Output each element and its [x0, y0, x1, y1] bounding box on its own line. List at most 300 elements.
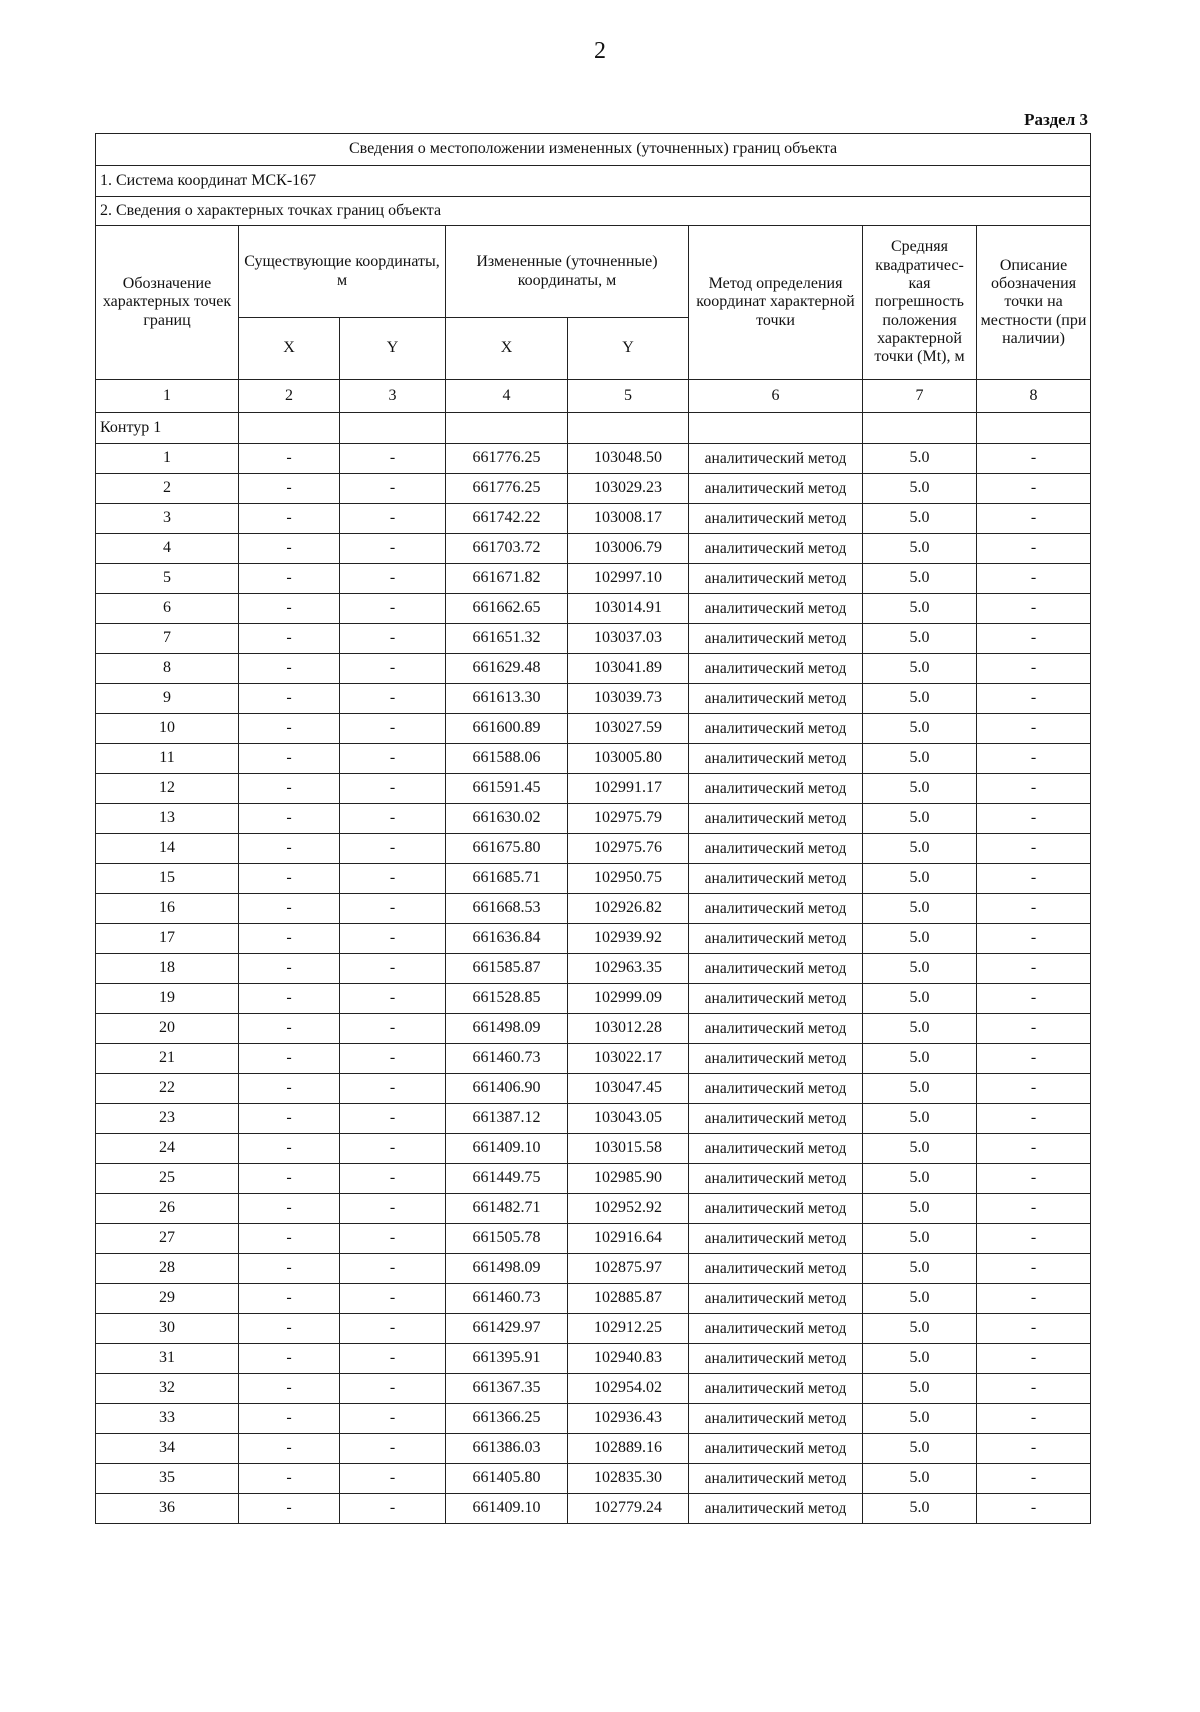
method: аналитический метод [689, 534, 863, 564]
existing-x: - [239, 444, 340, 474]
changed-y: 103048.50 [568, 444, 689, 474]
table-row [96, 1044, 1091, 1074]
existing-x: - [239, 1074, 340, 1104]
column-number: 3 [340, 380, 446, 413]
existing-x: - [239, 534, 340, 564]
method: аналитический метод [689, 954, 863, 984]
method: аналитический метод [689, 1074, 863, 1104]
point-number: 10 [96, 714, 239, 744]
point-description: - [977, 1014, 1091, 1044]
changed-x: 661662.65 [446, 594, 568, 624]
changed-y: 103015.58 [568, 1134, 689, 1164]
existing-x: - [239, 804, 340, 834]
point-number: 18 [96, 954, 239, 984]
table-row [96, 864, 1091, 894]
point-number: 12 [96, 774, 239, 804]
table-row [96, 1494, 1091, 1524]
changed-x: 661600.89 [446, 714, 568, 744]
point-description: - [977, 1464, 1091, 1494]
method: аналитический метод [689, 594, 863, 624]
changed-y: 103047.45 [568, 1074, 689, 1104]
changed-y: 102889.16 [568, 1434, 689, 1464]
existing-y: - [340, 864, 446, 894]
existing-y: - [340, 624, 446, 654]
existing-y: - [340, 834, 446, 864]
changed-y: 102954.02 [568, 1374, 689, 1404]
mean-error: 5.0 [863, 1404, 977, 1434]
point-description: - [977, 1254, 1091, 1284]
existing-x: - [239, 1014, 340, 1044]
method: аналитический метод [689, 654, 863, 684]
mean-error: 5.0 [863, 834, 977, 864]
method: аналитический метод [689, 474, 863, 504]
method: аналитический метод [689, 1254, 863, 1284]
header-error: Средняя квадратичес-кая погрешность положения характерной точки (Mt), м [863, 226, 977, 380]
column-number: 7 [863, 380, 977, 413]
method: аналитический метод [689, 984, 863, 1014]
table-row [96, 1314, 1091, 1344]
point-description: - [977, 984, 1091, 1014]
mean-error: 5.0 [863, 1464, 977, 1494]
point-description: - [977, 474, 1091, 504]
changed-x: 661409.10 [446, 1134, 568, 1164]
changed-y: 102952.92 [568, 1194, 689, 1224]
mean-error: 5.0 [863, 594, 977, 624]
table-row [96, 774, 1091, 804]
changed-y: 103041.89 [568, 654, 689, 684]
table-row [96, 954, 1091, 984]
changed-x: 661498.09 [446, 1254, 568, 1284]
point-description: - [977, 1044, 1091, 1074]
changed-x: 661406.90 [446, 1074, 568, 1104]
existing-x: - [239, 624, 340, 654]
mean-error: 5.0 [863, 564, 977, 594]
changed-x: 661685.71 [446, 864, 568, 894]
contour-label: Контур 1 [96, 413, 239, 444]
method: аналитический метод [689, 894, 863, 924]
method: аналитический метод [689, 804, 863, 834]
table-row [96, 654, 1091, 684]
table-row [96, 714, 1091, 744]
table-row [96, 1254, 1091, 1284]
method: аналитический метод [689, 924, 863, 954]
header-changed-x: X [446, 318, 568, 380]
table-row [96, 1464, 1091, 1494]
mean-error: 5.0 [863, 1374, 977, 1404]
changed-y: 102950.75 [568, 864, 689, 894]
method: аналитический метод [689, 624, 863, 654]
mean-error: 5.0 [863, 1044, 977, 1074]
changed-x: 661405.80 [446, 1464, 568, 1494]
changed-x: 661636.84 [446, 924, 568, 954]
changed-x: 661367.35 [446, 1374, 568, 1404]
changed-x: 661395.91 [446, 1344, 568, 1374]
changed-y: 103008.17 [568, 504, 689, 534]
changed-x: 661703.72 [446, 534, 568, 564]
header-existing-x: X [239, 318, 340, 380]
point-number: 23 [96, 1104, 239, 1134]
existing-x: - [239, 1374, 340, 1404]
point-number: 2 [96, 474, 239, 504]
method: аналитический метод [689, 444, 863, 474]
point-number: 30 [96, 1314, 239, 1344]
mean-error: 5.0 [863, 504, 977, 534]
point-description: - [977, 744, 1091, 774]
point-number: 15 [96, 864, 239, 894]
existing-y: - [340, 1314, 446, 1344]
mean-error: 5.0 [863, 474, 977, 504]
existing-y: - [340, 774, 446, 804]
method: аналитический метод [689, 864, 863, 894]
existing-y: - [340, 1044, 446, 1074]
changed-y: 103029.23 [568, 474, 689, 504]
changed-y: 102985.90 [568, 1164, 689, 1194]
mean-error: 5.0 [863, 1254, 977, 1284]
existing-x: - [239, 474, 340, 504]
table-row [96, 744, 1091, 774]
method: аналитический метод [689, 834, 863, 864]
table-row [96, 804, 1091, 834]
mean-error: 5.0 [863, 984, 977, 1014]
existing-x: - [239, 834, 340, 864]
point-number: 24 [96, 1134, 239, 1164]
changed-x: 661386.03 [446, 1434, 568, 1464]
existing-y: - [340, 684, 446, 714]
point-number: 20 [96, 1014, 239, 1044]
mean-error: 5.0 [863, 654, 977, 684]
changed-x: 661460.73 [446, 1284, 568, 1314]
point-number: 4 [96, 534, 239, 564]
point-number: 19 [96, 984, 239, 1014]
method: аналитический метод [689, 504, 863, 534]
method: аналитический метод [689, 1104, 863, 1134]
table-row [96, 1194, 1091, 1224]
existing-y: - [340, 1014, 446, 1044]
existing-y: - [340, 1494, 446, 1524]
point-number: 25 [96, 1164, 239, 1194]
changed-x: 661498.09 [446, 1014, 568, 1044]
point-description: - [977, 834, 1091, 864]
changed-x: 661742.22 [446, 504, 568, 534]
changed-y: 102835.30 [568, 1464, 689, 1494]
changed-x: 661668.53 [446, 894, 568, 924]
table-row [96, 1224, 1091, 1254]
point-description: - [977, 1434, 1091, 1464]
method: аналитический метод [689, 1284, 863, 1314]
point-number: 34 [96, 1434, 239, 1464]
method: аналитический метод [689, 1194, 863, 1224]
mean-error: 5.0 [863, 444, 977, 474]
existing-x: - [239, 1284, 340, 1314]
table-row [96, 444, 1091, 474]
changed-y: 102912.25 [568, 1314, 689, 1344]
point-number: 17 [96, 924, 239, 954]
existing-y: - [340, 1194, 446, 1224]
header-changed-y: Y [568, 318, 689, 380]
point-description: - [977, 1344, 1091, 1374]
header-changed: Измененные (уточненные) координаты, м [446, 226, 689, 318]
changed-x: 661387.12 [446, 1104, 568, 1134]
mean-error: 5.0 [863, 1134, 977, 1164]
changed-y: 102963.35 [568, 954, 689, 984]
existing-x: - [239, 1104, 340, 1134]
point-description: - [977, 504, 1091, 534]
existing-y: - [340, 1374, 446, 1404]
existing-y: - [340, 474, 446, 504]
point-number: 29 [96, 1284, 239, 1314]
mean-error: 5.0 [863, 744, 977, 774]
changed-x: 661651.32 [446, 624, 568, 654]
changed-y: 103005.80 [568, 744, 689, 774]
existing-y: - [340, 804, 446, 834]
changed-y: 102875.97 [568, 1254, 689, 1284]
changed-y: 102936.43 [568, 1404, 689, 1434]
method: аналитический метод [689, 774, 863, 804]
point-description: - [977, 1224, 1091, 1254]
point-description: - [977, 774, 1091, 804]
point-number: 26 [96, 1194, 239, 1224]
changed-x: 661776.25 [446, 444, 568, 474]
mean-error: 5.0 [863, 1344, 977, 1374]
method: аналитический метод [689, 744, 863, 774]
changed-x: 661776.25 [446, 474, 568, 504]
column-number: 6 [689, 380, 863, 413]
method: аналитический метод [689, 1224, 863, 1254]
existing-x: - [239, 984, 340, 1014]
table-row [96, 1404, 1091, 1434]
table-row [96, 684, 1091, 714]
mean-error: 5.0 [863, 924, 977, 954]
method: аналитический метод [689, 1344, 863, 1374]
changed-x: 661449.75 [446, 1164, 568, 1194]
point-description: - [977, 1164, 1091, 1194]
existing-x: - [239, 504, 340, 534]
column-numbers-row [96, 380, 1091, 413]
point-description: - [977, 444, 1091, 474]
mean-error: 5.0 [863, 954, 977, 984]
point-number: 21 [96, 1044, 239, 1074]
existing-x: - [239, 864, 340, 894]
changed-x: 661366.25 [446, 1404, 568, 1434]
changed-y: 102885.87 [568, 1284, 689, 1314]
changed-x: 661528.85 [446, 984, 568, 1014]
existing-y: - [340, 1284, 446, 1314]
existing-y: - [340, 954, 446, 984]
point-description: - [977, 594, 1091, 624]
changed-y: 102926.82 [568, 894, 689, 924]
point-number: 27 [96, 1224, 239, 1254]
point-number: 28 [96, 1254, 239, 1284]
point-description: - [977, 924, 1091, 954]
table-row [96, 1134, 1091, 1164]
existing-x: - [239, 1194, 340, 1224]
table-row [96, 474, 1091, 504]
changed-x: 661505.78 [446, 1224, 568, 1254]
existing-x: - [239, 654, 340, 684]
changed-y: 102939.92 [568, 924, 689, 954]
header-designation: Обозначение характерных точек границ [96, 226, 239, 380]
changed-y: 103022.17 [568, 1044, 689, 1074]
changed-y: 103006.79 [568, 534, 689, 564]
point-description: - [977, 864, 1091, 894]
changed-y: 102991.17 [568, 774, 689, 804]
method: аналитический метод [689, 714, 863, 744]
existing-y: - [340, 1134, 446, 1164]
changed-x: 661585.87 [446, 954, 568, 984]
point-description: - [977, 894, 1091, 924]
table-row [96, 1014, 1091, 1044]
method: аналитический метод [689, 1134, 863, 1164]
changed-x: 661460.73 [446, 1044, 568, 1074]
changed-x: 661630.02 [446, 804, 568, 834]
point-number: 11 [96, 744, 239, 774]
mean-error: 5.0 [863, 1434, 977, 1464]
point-description: - [977, 1074, 1091, 1104]
existing-x: - [239, 714, 340, 744]
changed-y: 103043.05 [568, 1104, 689, 1134]
existing-x: - [239, 894, 340, 924]
existing-y: - [340, 534, 446, 564]
changed-x: 661613.30 [446, 684, 568, 714]
point-number: 3 [96, 504, 239, 534]
column-number: 1 [96, 380, 239, 413]
point-description: - [977, 1104, 1091, 1134]
existing-x: - [239, 1434, 340, 1464]
point-description: - [977, 1284, 1091, 1314]
existing-x: - [239, 1254, 340, 1284]
point-number: 33 [96, 1404, 239, 1434]
existing-x: - [239, 1224, 340, 1254]
point-description: - [977, 1194, 1091, 1224]
changed-y: 102999.09 [568, 984, 689, 1014]
existing-y: - [340, 444, 446, 474]
point-number: 5 [96, 564, 239, 594]
contour-row [96, 413, 1091, 444]
table-row [96, 984, 1091, 1014]
changed-y: 102916.64 [568, 1224, 689, 1254]
mean-error: 5.0 [863, 1194, 977, 1224]
existing-y: - [340, 564, 446, 594]
changed-x: 661675.80 [446, 834, 568, 864]
mean-error: 5.0 [863, 894, 977, 924]
point-number: 36 [96, 1494, 239, 1524]
coordinates-table [95, 133, 1091, 1524]
existing-x: - [239, 1344, 340, 1374]
mean-error: 5.0 [863, 1314, 977, 1344]
point-description: - [977, 564, 1091, 594]
point-number: 6 [96, 594, 239, 624]
table-row [96, 534, 1091, 564]
existing-y: - [340, 924, 446, 954]
mean-error: 5.0 [863, 684, 977, 714]
mean-error: 5.0 [863, 1224, 977, 1254]
section-label: Раздел 3 [1024, 110, 1088, 129]
existing-x: - [239, 1314, 340, 1344]
existing-y: - [340, 1404, 446, 1434]
point-description: - [977, 1134, 1091, 1164]
point-description: - [977, 654, 1091, 684]
point-description: - [977, 714, 1091, 744]
method: аналитический метод [689, 1464, 863, 1494]
table-row [96, 1074, 1091, 1104]
existing-x: - [239, 774, 340, 804]
existing-x: - [239, 1404, 340, 1434]
existing-x: - [239, 1494, 340, 1524]
existing-y: - [340, 1104, 446, 1134]
existing-x: - [239, 1044, 340, 1074]
table-row [96, 594, 1091, 624]
table-row [96, 1344, 1091, 1374]
page-number: 2 [594, 38, 606, 64]
changed-y: 102779.24 [568, 1494, 689, 1524]
point-number: 16 [96, 894, 239, 924]
mean-error: 5.0 [863, 1164, 977, 1194]
table-title: Сведения о местоположении измененных (уточненных) границ объекта [96, 134, 1091, 166]
point-number: 9 [96, 684, 239, 714]
mean-error: 5.0 [863, 1074, 977, 1104]
table-row [96, 1104, 1091, 1134]
points-heading: 2. Сведения о характерных точках границ объекта [96, 197, 1091, 226]
existing-x: - [239, 744, 340, 774]
mean-error: 5.0 [863, 1014, 977, 1044]
method: аналитический метод [689, 564, 863, 594]
existing-y: - [340, 1254, 446, 1284]
point-number: 7 [96, 624, 239, 654]
method: аналитический метод [689, 1044, 863, 1074]
existing-x: - [239, 1134, 340, 1164]
existing-x: - [239, 564, 340, 594]
table-row [96, 894, 1091, 924]
table-row [96, 1434, 1091, 1464]
point-description: - [977, 1404, 1091, 1434]
column-number: 5 [568, 380, 689, 413]
table-row [96, 834, 1091, 864]
column-number: 8 [977, 380, 1091, 413]
point-number: 13 [96, 804, 239, 834]
changed-x: 661671.82 [446, 564, 568, 594]
changed-x: 661591.45 [446, 774, 568, 804]
point-number: 8 [96, 654, 239, 684]
changed-x: 661429.97 [446, 1314, 568, 1344]
existing-y: - [340, 654, 446, 684]
changed-y: 102940.83 [568, 1344, 689, 1374]
existing-x: - [239, 1464, 340, 1494]
mean-error: 5.0 [863, 1284, 977, 1314]
changed-x: 661588.06 [446, 744, 568, 774]
existing-y: - [340, 1224, 446, 1254]
changed-y: 103037.03 [568, 624, 689, 654]
header-description: Описание обозначения точки на местности (при наличии) [977, 226, 1091, 380]
mean-error: 5.0 [863, 1104, 977, 1134]
coordinate-system: 1. Система координат МСК-167 [96, 166, 1091, 197]
point-number: 14 [96, 834, 239, 864]
method: аналитический метод [689, 1164, 863, 1194]
existing-x: - [239, 594, 340, 624]
changed-x: 661629.48 [446, 654, 568, 684]
table-row [96, 504, 1091, 534]
column-number: 4 [446, 380, 568, 413]
header-existing: Существующие координаты, м [239, 226, 446, 318]
table-row [96, 924, 1091, 954]
changed-y: 102975.76 [568, 834, 689, 864]
point-number: 32 [96, 1374, 239, 1404]
mean-error: 5.0 [863, 624, 977, 654]
point-description: - [977, 1314, 1091, 1344]
existing-y: - [340, 1464, 446, 1494]
method: аналитический метод [689, 1494, 863, 1524]
mean-error: 5.0 [863, 804, 977, 834]
existing-y: - [340, 744, 446, 774]
